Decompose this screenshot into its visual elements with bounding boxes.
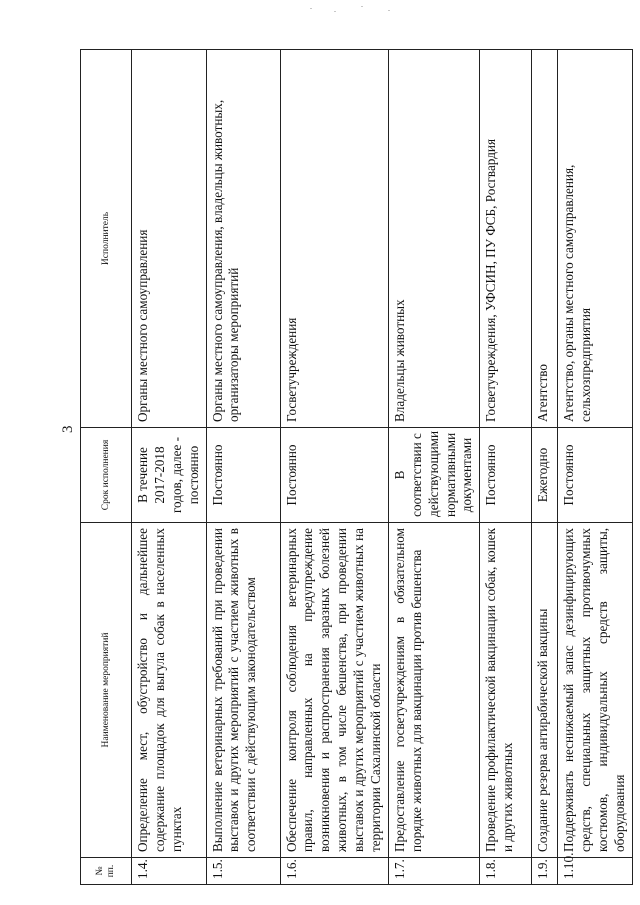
row-executor: Органы местного самоуправления, владельцы животных, организаторы мероприятий [206,50,280,428]
row-name: Определение мест, обустройство и дальнейшее содержание площадок для выгула собак в населенных пунктах [132,523,207,858]
row-executor: Владельцы животных [388,50,479,428]
activities-table-rotated [80,50,628,885]
row-executor: Госветучреждения [280,50,388,428]
header-num: № пп. [81,858,132,885]
row-term: Постоянно [480,428,532,523]
row-num: 1.4. [132,858,207,885]
table-row [558,50,633,885]
table-row [480,50,532,885]
row-name: Поддерживать неснижаемый запас дезинфицирующих средств, специальных защитных противочумных костюмов, индивидуальных средств защиты, оборудования [558,523,633,858]
row-num: 1.6. [280,858,388,885]
row-num: 1.9. [532,858,558,885]
table-row [132,50,207,885]
row-name: Создание резерва антирабической вакцины [532,523,558,858]
row-executor: Агентство, органы местного самоуправления, сельхозпредприятия [558,50,633,428]
table-row [388,50,479,885]
row-executor: Агентство [532,50,558,428]
activities-table [80,49,633,885]
row-executor: Госветучреждения, УФСИН, ПУ ФСБ, Росгвардия [480,50,532,428]
header-name: Наименование мероприятий [81,523,132,858]
row-term: Постоянно [280,428,388,523]
row-name: Обеспечение контроля соблюдения ветеринарных правил, направленных на предупреждение возникновения и распространения заразных болезней животных, в том числе бешенства, при проведении выставок и других мероприятий с участием животных на территории Сахалинской области [280,523,388,858]
row-term: Ежегодно [532,428,558,523]
row-executor: Органы местного самоуправления [132,50,207,428]
row-num: 1.7. [388,858,479,885]
page-number: 3 [60,425,76,433]
row-name: Проведение профилактической вакцинации собак, кошек и других животных [480,523,532,858]
scan-noise [300,2,420,16]
table-header-row [81,50,132,885]
row-term: В соответствии с действующими нормативными документами [388,428,479,523]
header-executor: Исполнитель [81,50,132,428]
row-num: 1.8. [480,858,532,885]
table-row [280,50,388,885]
table-row [206,50,280,885]
row-num: 1.10. [558,858,633,885]
row-name: Предоставление госветучреждениям в обязательном порядке животных для вакцинации против бешенства [388,523,479,858]
row-term: В течение 2017-2018 годов, далее - постоянно [132,428,207,523]
header-term: Срок исполнения [81,428,132,523]
row-name: Выполнение ветеринарных требований при проведении выставок и других мероприятий с участием животных в соответствии с действующим законодательством [206,523,280,858]
row-num: 1.5. [206,858,280,885]
table-row [532,50,558,885]
row-term: Постоянно [206,428,280,523]
row-term: Постоянно [558,428,633,523]
